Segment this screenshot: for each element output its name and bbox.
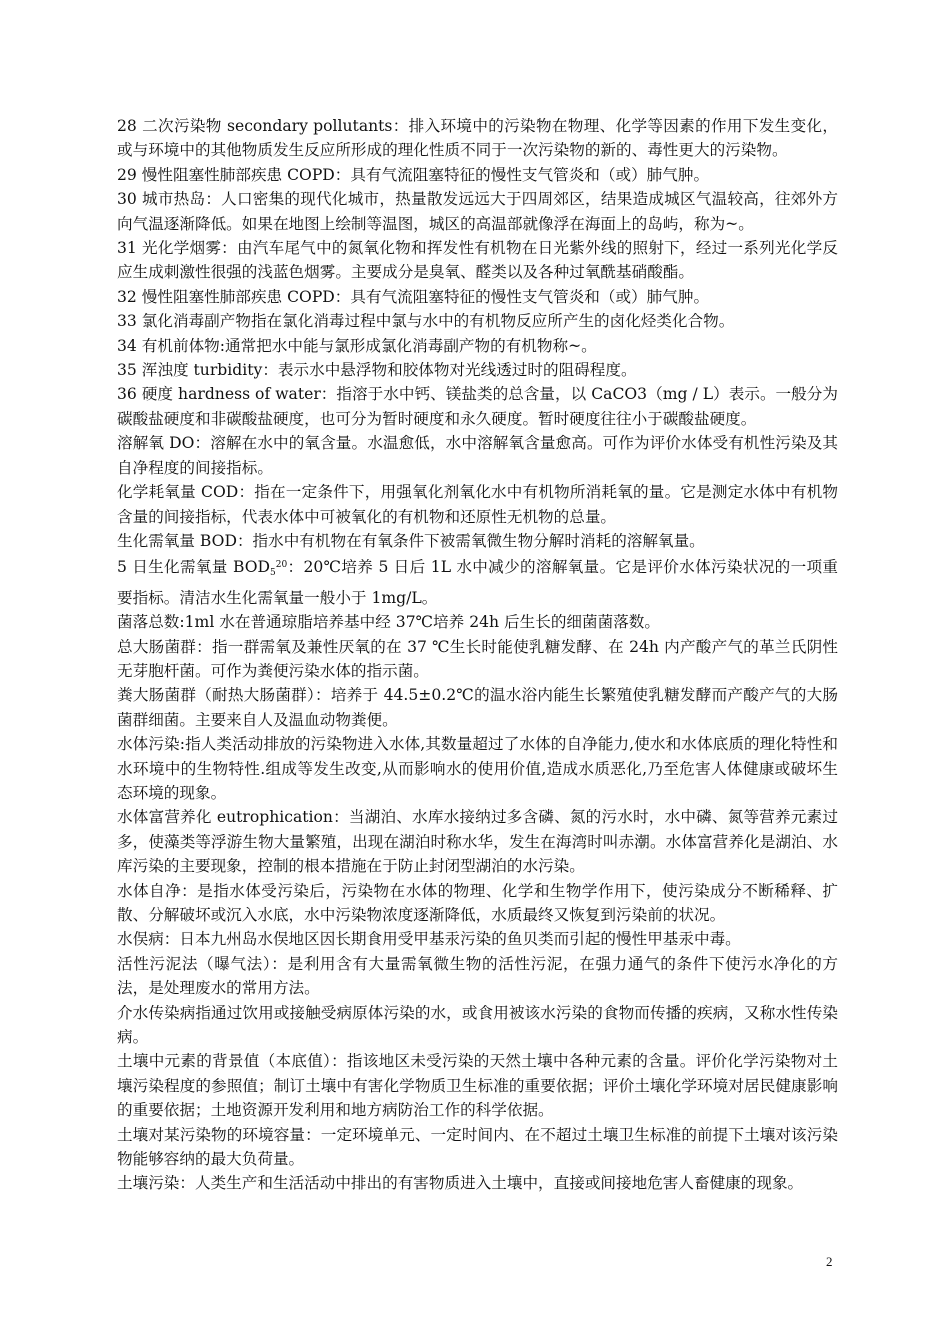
definition-paragraph: 33 氯化消毒副产物指在氯化消毒过程中氯与水中的有机物反应所产生的卤化烃类化合物。 [117,312,735,331]
definition-paragraph: 35 浑浊度 turbidity：表示水中悬浮物和胶体物对光线透过时的阻碍程度。 [117,361,637,380]
definition-paragraph: 34 有机前体物:通常把水中能与氯形成氯化消毒副产物的有机物称~。 [117,336,597,355]
document-body [117,114,838,1196]
definition-paragraph: 29 慢性阻塞性肺部疾患 COPD：具有气流阻塞特征的慢性支气管炎和（或）肺气肿。 [117,165,710,184]
definition-paragraph: 5 日生化需氧量 $BOD_5^{20}$：20℃培养 5 日后 1L 水中减少的溶解氧量。它是评价水体污染状况的一项重要指标。清洁水生化需氧量一般小于 1mg/L。 [117,558,839,607]
page-number: 2 [826,1254,833,1269]
definition-paragraph: 31 光化学烟雾：由汽车尾气中的氮氧化物和挥发性有机物在日光紫外线的照射下，经过一系列光化学反应生成刺激性很强的浅蓝色烟雾。主要成分是臭氧、醛类以及各种过氧酰基硝酸酯。 [117,239,838,282]
definition-paragraph: 土壤中元素的背景值（本底值）：指该地区未受污染的天然土壤中各种元素的含量。评价化学污染物对土壤污染程度的参照值；制订土壤中有害化学物质卫生标准的重要依据；评价土壤化学环境对居民健康影响的重要依据；土地资源开发利用和地方病防治工作的科学依据。 [117,1052,838,1120]
definition-paragraph: 介水传染病指通过饮用或接触受病原体污染的水，或食用被该水污染的食物而传播的疾病，又称水性传染病。 [117,1003,838,1047]
definition-paragraph: 化学耗氧量 COD：指在一定条件下，用强氧化剂氧化水中有机物所消耗氧的量。它是测定水体中有机物含量的间接指标，代表水体中可被氧化的有机物和还原性无机物的总量。 [117,483,838,526]
definition-paragraph: 36 硬度 hardness of water：指溶于水中钙、镁盐类的总含量，以 CaCO3（mg / L）表示。一般分为碳酸盐硬度和非碳酸盐硬度，也可分为暂时硬度和永久硬度。暂时硬度往往小于碳酸盐硬度。 [117,385,838,428]
definition-paragraph: 土壤对某污染物的环境容量：一定环境单元、一定时间内、在不超过土壤卫生标准的前提下土壤对该污染物能够容纳的最大负荷量。 [117,1125,838,1169]
definition-paragraph: 活性污泥法（曝气法）：是利用含有大量需氧微生物的活性污泥，在强力通气的条件下使污水净化的方法，是处理废水的常用方法。 [117,954,838,998]
definition-paragraph: 水体自净：是指水体受污染后，污染物在水体的物理、化学和生物学作用下，使污染成分不断稀释、扩散、分解破坏或沉入水底，水中污染物浓度逐渐降低，水质最终又恢复到污染前的状况。 [117,881,838,924]
definition-paragraph: 水体富营养化 eutrophication：当湖泊、水库水接纳过多含磷、氮的污水时，水中磷、氮等营养元素过多，使藻类等浮游生物大量繁殖，出现在湖泊时称水华，发生在海湾时叫赤潮。水体富营养化是湖泊、水库污染的主要现象，控制的根本措施在于防止封闭型湖泊的水污染。 [117,808,838,876]
definition-paragraph: 菌落总数:1ml 水在普通琼脂培养基中经 37℃培养 24h 后生长的细菌菌落数。 [117,613,660,632]
definition-paragraph: 32 慢性阻塞性肺部疾患 COPD：具有气流阻塞特征的慢性支气管炎和（或）肺气肿。 [117,287,710,306]
definition-paragraph: 粪大肠菌群（耐热大肠菌群）：培养于 44.5±0.2℃的温水浴内能生长繁殖使乳糖发酵而产酸产气的大肠菌群细菌。主要来自人及温血动物粪便。 [117,686,838,729]
definition-paragraph: 土壤污染：人类生产和生活活动中排出的有害物质进入土壤中，直接或间接地危害人畜健康的现象。 [117,1174,804,1193]
definition-paragraph: 水体污染:指人类活动排放的污染物进入水体,其数量超过了水体的自净能力,使水和水体底质的理化特性和水环境中的生物特性.组成等发生改变,从而影响水的使用价值,造成水质恶化,乃至危害人体健康或破坏生态环境的现象。 [117,735,838,802]
definition-paragraph: 溶解氧 DO：溶解在水中的氧含量。水温愈低，水中溶解氧含量愈高。可作为评价水体受有机性污染及其自净程度的间接指标。 [117,434,838,477]
definition-paragraph: 水俣病：日本九州岛水俣地区因长期食用受甲基汞污染的鱼贝类而引起的慢性甲基汞中毒。 [117,930,741,949]
definition-paragraph: 30 城市热岛：人口密集的现代化城市，热量散发远远大于四周郊区，结果造成城区气温较高，往郊外方向气温逐渐降低。如果在地图上绘制等温图，城区的高温部就像浮在海面上的岛屿，称为~。 [117,190,838,233]
definition-paragraph: 生化需氧量 BOD：指水中有机物在有氧条件下被需氧微生物分解时消耗的溶解氧量。 [117,531,705,550]
definition-paragraph: 28 二次污染物 secondary pollutants：排入环境中的污染物在物理、化学等因素的作用下发生变化，或与环境中的其他物质发生反应所形成的理化性质不同于一次污染物的新的、毒性更大的污染物。 [117,117,838,160]
definition-paragraph: 总大肠菌群：指一群需氧及兼性厌氧的在 37 ℃生长时能使乳糖发酵、在 24h 内产酸产气的革兰氏阴性无芽胞杆菌。可作为粪便污染水体的指示菌。 [117,637,838,680]
